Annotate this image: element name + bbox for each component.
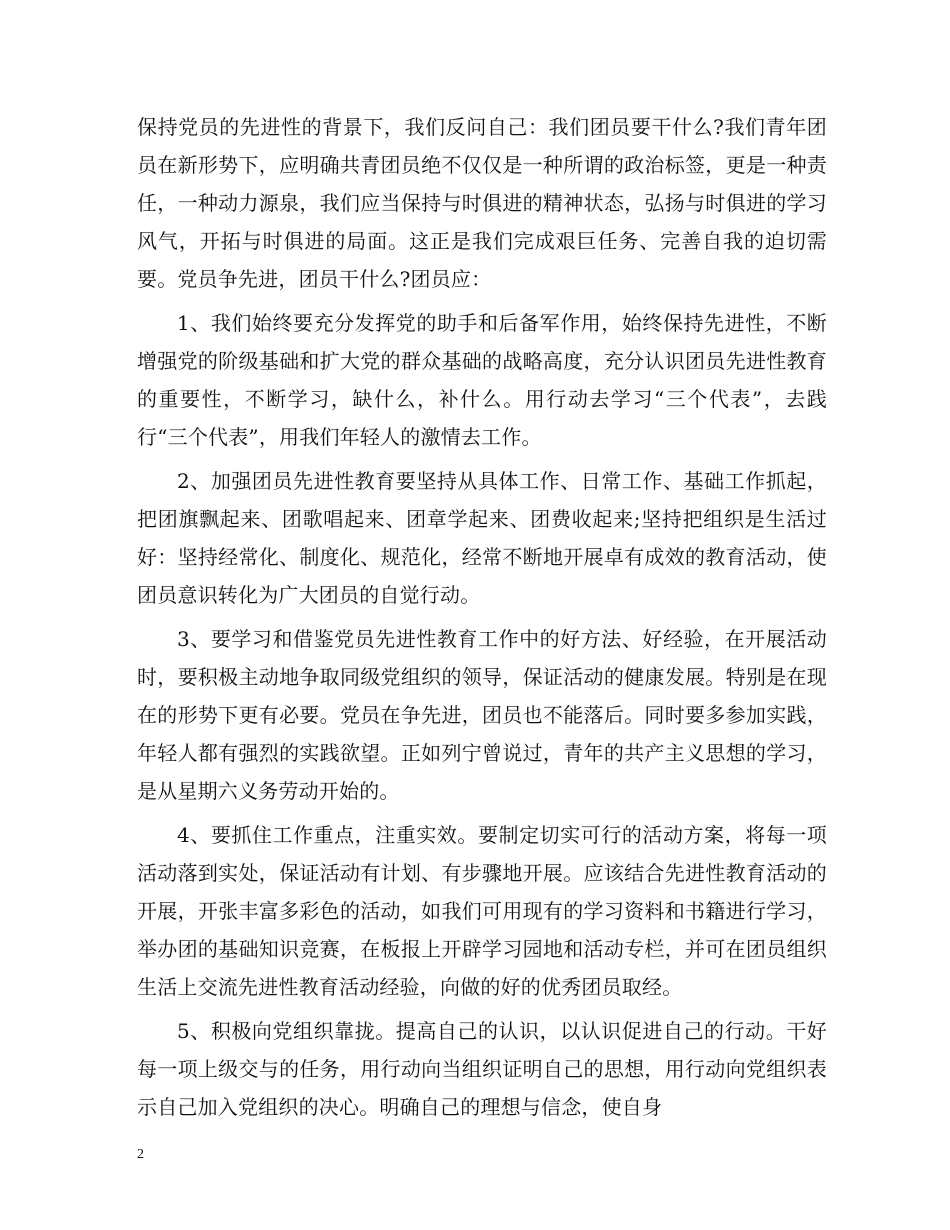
- paragraph-item-5: 5、积极向党组织靠拢。提高自己的认识，以认识促进自己的行动。干好每一项上级交与的任务，用行动向当组织证明自己的思想，用行动向党组织表示自己加入党组织的决心。明确自己的理想与信念，使自身: [137, 1019, 827, 1119]
- paragraph-item-4: 4、要抓住工作重点，注重实效。要制定切实可行的活动方案，将每一项活动落到实处，保证活动有计划、有步骤地开展。应该结合先进性教育活动的开展，开张丰富多彩色的活动，如我们可用现有的学习资料和书籍进行学习，举办团的基础知识竞赛，在板报上开辟学习园地和活动专栏，并可在团员组织生活上交流先进性教育活动经验，向做的好的优秀团员取经。: [137, 823, 827, 999]
- paragraph-item-3: 3、要学习和借鉴党员先进性教育工作中的好方法、好经验，在开展活动时，要积极主动地争取同级党组织的领导，保证活动的健康发展。特别是在现在的形势下更有必要。党员在争先进，团员也不能落后。同时要多参加实践，年轻人都有强烈的实践欲望。正如列宁曾说过，青年的共产主义思想的学习，是从星期六义务劳动开始的。: [137, 627, 827, 803]
- paragraph-item-1: 1、我们始终要充分发挥党的助手和后备军作用，始终保持先进性，不断增强党的阶级基础和扩大党的群众基础的战略高度，充分认识团员先进性教育的重要性，不断学习，缺什么，补什么。用行动去学习“三个代表”，去践行“三个代表”，用我们年轻人的激情去工作。: [137, 311, 827, 449]
- page-number: 2: [137, 1147, 144, 1162]
- paragraph-item-2: 2、加强团员先进性教育要坚持从具体工作、日常工作、基础工作抓起，把团旗飘起来、团歌唱起来、团章学起来、团费收起来;坚持把组织是生活过好：坚持经常化、制度化、规范化，经常不断地开展卓有成效的教育活动，使团员意识转化为广大团员的自觉行动。: [137, 469, 827, 607]
- document-body: [137, 108, 827, 1132]
- paragraph-intro: 保持党员的先进性的背景下，我们反问自己：我们团员要干什么?我们青年团员在新形势下，应明确共青团员绝不仅仅是一种所谓的政治标签，更是一种责任，一种动力源泉，我们应当保持与时俱进的精神状态，弘扬与时俱进的学习风气，开拓与时俱进的局面。这正是我们完成艰巨任务、完善自我的迫切需要。党员争先进，团员干什么?团员应：: [137, 115, 827, 291]
